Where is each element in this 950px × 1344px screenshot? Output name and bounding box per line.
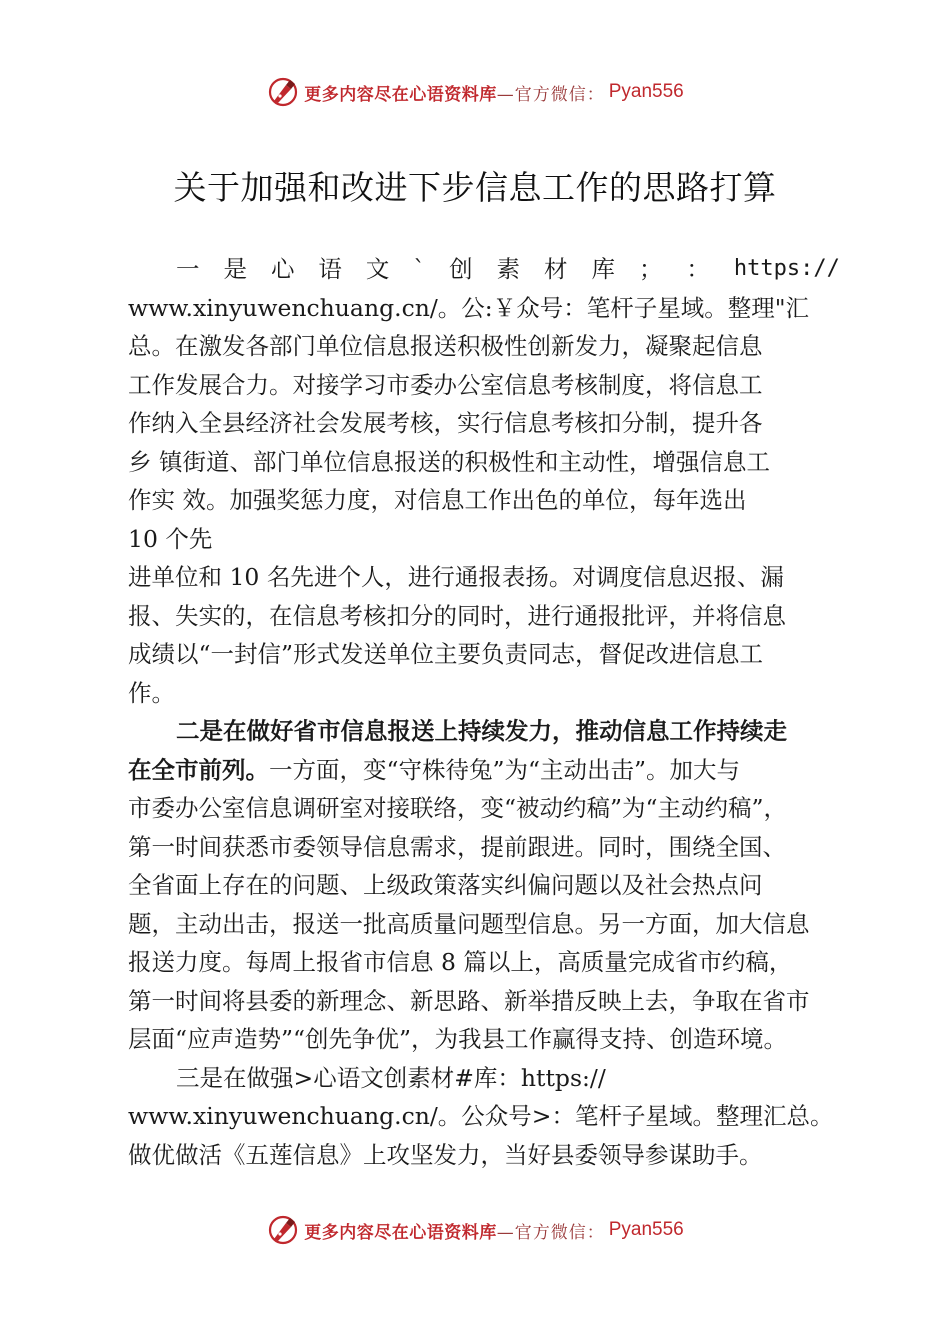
top-banner bbox=[0, 72, 950, 112]
banner-promo-text: 更多内容尽在心语资料库 bbox=[304, 84, 497, 105]
banner-wechat-id: Pyan556 bbox=[608, 81, 684, 102]
bottom-banner bbox=[0, 1210, 950, 1250]
para3-line: www.xinyuwenchuang.cn/。公众号>：笔杆子星域。整理汇总。 bbox=[128, 1102, 834, 1130]
para1-line: 报、失实的，在信息考核扣分的同时，进行通报批评，并将信息 bbox=[128, 601, 786, 630]
para1-char: 语 bbox=[318, 255, 342, 283]
para3-line: 三是在做强>心语文创素材#库：https:// bbox=[176, 1063, 606, 1092]
pen-nib-logo-icon bbox=[266, 1213, 300, 1247]
para1-char: ； bbox=[638, 255, 663, 283]
para2-line: 层面“应声造势”“创先争优”，为我县工作赢得支持、创造环境。 bbox=[128, 1025, 788, 1053]
para1-line: 乡 镇街道、部门单位信息报送的积极性和主动性，增强信息工 bbox=[128, 447, 770, 476]
para1-url-start: https:// bbox=[733, 256, 840, 281]
para2-bold-heading-end: 在全市前列。 bbox=[128, 755, 269, 784]
para2-line-rest: 一方面，变“守株待兔”为“主动出击”。加大与 bbox=[269, 755, 741, 784]
para2-line: 全省面上存在的问题、上级政策落实纠偏问题以及社会热点问 bbox=[128, 871, 763, 899]
para1-line: 工作发展合力。对接学习市委办公室信息考核制度，将信息工 bbox=[128, 370, 763, 399]
para2-line bbox=[128, 751, 840, 790]
document-title: 关于加强和改进下步信息工作的思路打算 bbox=[173, 168, 777, 207]
para1-char: 创 bbox=[449, 255, 473, 283]
para1-line: 作纳入全县经济社会发展考核，实行信息考核扣分制，提升各 bbox=[128, 409, 763, 437]
banner-wechat-label: —官方微信： bbox=[496, 1222, 605, 1243]
para1-char: 库 bbox=[591, 255, 615, 283]
para1-line1 bbox=[128, 250, 840, 289]
paragraph-3 bbox=[128, 1059, 840, 1175]
para1-line: 作实 效。加强奖惩力度，对信息工作出色的单位，每年选出 bbox=[128, 486, 747, 514]
banner-wechat-id: Pyan556 bbox=[608, 1219, 684, 1240]
banner-promo-text: 更多内容尽在心语资料库 bbox=[304, 1222, 497, 1243]
para1-line: 总。在激发各部门单位信息报送积极性创新发力，凝聚起信息 bbox=[128, 332, 763, 360]
para1-char: 心 bbox=[270, 255, 295, 283]
para1-line: 作。 bbox=[128, 678, 175, 707]
document-body bbox=[128, 250, 840, 1174]
para1-char: 一 bbox=[176, 255, 200, 283]
banner-wechat-label: —官方微信： bbox=[496, 84, 605, 105]
para2-line: 第一时间获悉市委领导信息需求，提前跟进。同时，围绕全国、 bbox=[128, 832, 786, 861]
paragraph-1 bbox=[128, 250, 840, 712]
para1-char: 文 bbox=[365, 255, 390, 283]
para1-char: ` bbox=[413, 255, 426, 283]
para1-line: 成绩以“一封信”形式发送单位主要负责同志，督促改进信息工 bbox=[128, 640, 764, 668]
para3-line: 做优做活《五莲信息》上攻坚发力，当好县委领导参谋助手。 bbox=[128, 1140, 763, 1169]
para1-char: 是 bbox=[223, 255, 247, 283]
para2-line: 市委办公室信息调研室对接联络，变“被动约稿”为“主动约稿”， bbox=[128, 794, 788, 822]
para2-line: 报送力度。每周上报省市信息 8 篇以上，高质量完成省市约稿， bbox=[128, 948, 793, 976]
paragraph-2 bbox=[128, 712, 840, 1059]
para1-line: 10 个先 bbox=[128, 524, 213, 553]
para1-line: 进单位和 10 名先进个人，进行通报表扬。对调度信息迟报、漏 bbox=[128, 563, 784, 591]
para1-char: ： bbox=[686, 255, 710, 283]
para1-line: www.xinyuwenchuang.cn/。公:￥众号：笔杆子星域。整理"汇 bbox=[128, 293, 810, 322]
para1-char: 材 bbox=[544, 255, 568, 283]
para2-line: 题，主动出击，报送一批高质量问题型信息。另一方面，加大信息 bbox=[128, 909, 810, 938]
para2-bold-heading: 二是在做好省市信息报送上持续发力，推动信息工作持续走 bbox=[176, 717, 787, 745]
para1-char: 素 bbox=[496, 255, 521, 283]
para2-line: 第一时间将县委的新理念、新思路、新举措反映上去，争取在省市 bbox=[128, 986, 810, 1015]
pen-nib-logo-icon bbox=[266, 75, 300, 109]
